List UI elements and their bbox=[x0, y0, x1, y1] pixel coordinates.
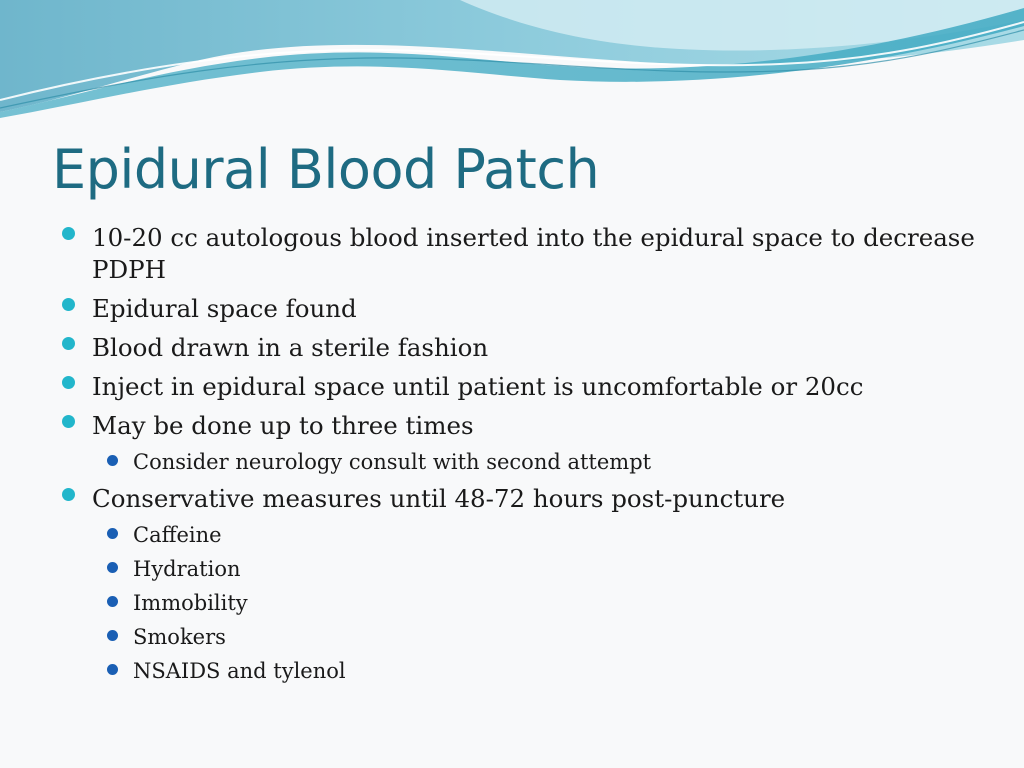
header-wave-decoration bbox=[0, 0, 1024, 130]
sub-bullet-item bbox=[60, 447, 990, 477]
bullet-icon bbox=[62, 376, 75, 389]
bullet-text: May be done up to three times bbox=[92, 411, 474, 440]
sub-bullet-item bbox=[60, 622, 990, 652]
sub-bullet-item bbox=[60, 588, 990, 618]
sub-bullet-icon bbox=[107, 455, 118, 466]
sub-bullet-text: Caffeine bbox=[133, 523, 222, 547]
sub-bullet-item bbox=[60, 554, 990, 584]
sub-bullet-item bbox=[60, 520, 990, 550]
sub-bullet-icon bbox=[107, 528, 118, 539]
bullet-icon bbox=[62, 415, 75, 428]
bullet-item bbox=[60, 371, 990, 403]
bullet-list bbox=[60, 222, 990, 692]
bullet-item bbox=[60, 483, 990, 515]
sub-bullet-text: Immobility bbox=[133, 591, 248, 615]
slide-title: Epidural Blood Patch bbox=[52, 138, 600, 201]
bullet-icon bbox=[62, 337, 75, 350]
sub-bullet-icon bbox=[107, 664, 118, 675]
sub-bullet-icon bbox=[107, 596, 118, 607]
sub-bullet-text: NSAIDS and tylenol bbox=[133, 659, 346, 683]
bullet-text: Epidural space found bbox=[92, 294, 357, 323]
sub-bullet-item bbox=[60, 656, 990, 686]
bullet-text: 10-20 cc autologous blood inserted into the epidural space to decrease PDPH bbox=[92, 223, 975, 284]
bullet-icon bbox=[62, 298, 75, 311]
bullet-item bbox=[60, 293, 990, 325]
bullet-icon bbox=[62, 227, 75, 240]
sub-bullet-text: Hydration bbox=[133, 557, 241, 581]
bullet-text: Blood drawn in a sterile fashion bbox=[92, 333, 489, 362]
bullet-item bbox=[60, 332, 990, 364]
sub-bullet-icon bbox=[107, 630, 118, 641]
bullet-item bbox=[60, 222, 990, 286]
bullet-text: Inject in epidural space until patient is uncomfortable or 20cc bbox=[92, 372, 864, 401]
bullet-item bbox=[60, 410, 990, 442]
sub-bullet-text: Smokers bbox=[133, 625, 226, 649]
sub-bullet-icon bbox=[107, 562, 118, 573]
sub-bullet-text: Consider neurology consult with second attempt bbox=[133, 450, 652, 474]
bullet-icon bbox=[62, 488, 75, 501]
bullet-text: Conservative measures until 48-72 hours post-puncture bbox=[92, 484, 786, 513]
